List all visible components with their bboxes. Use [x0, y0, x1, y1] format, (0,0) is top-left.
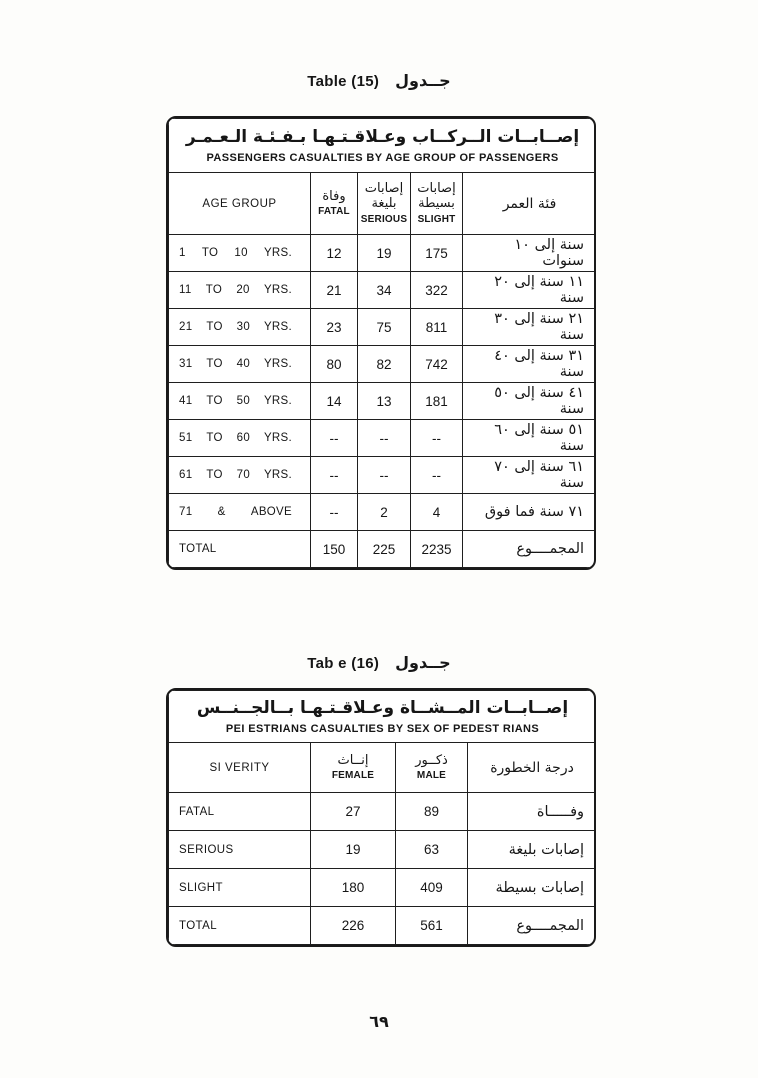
col-header-serious-arabic-line1: إصابات	[364, 181, 404, 197]
col-header-male	[396, 743, 468, 793]
age-group-text	[169, 284, 310, 296]
table15-caption-arabic: جــدول	[395, 71, 451, 90]
age-group-cell	[169, 494, 311, 531]
slight-value: 322	[411, 272, 463, 309]
severity-label-cell: TOTAL	[169, 907, 311, 945]
age-group-text	[169, 506, 310, 518]
serious-value: 75	[358, 309, 411, 346]
age-part: YRS.	[263, 247, 292, 259]
age-part: ABOVE	[250, 506, 292, 518]
table-row	[169, 531, 597, 568]
fatal-value: 14	[311, 383, 358, 420]
female-value: 19	[311, 831, 396, 869]
age-group-arabic-cell: ٥١ سنة إلى ٦٠ سنة	[463, 420, 597, 457]
col-header-slight-english: SLIGHT	[417, 213, 456, 225]
serious-value: 225	[358, 531, 411, 568]
age-group-arabic-cell: ٢١ سنة إلى ٣٠ سنة	[463, 309, 597, 346]
slight-value: 181	[411, 383, 463, 420]
col-header-age-group-arabic: فئة العمر	[463, 173, 597, 235]
fatal-value: 80	[311, 346, 358, 383]
age-group-arabic-cell: ٣١ سنة إلى ٤٠ سنة	[463, 346, 597, 383]
age-part: 30	[236, 321, 251, 333]
age-part: TO	[206, 432, 223, 444]
col-header-fatal-arabic: وفاة	[322, 188, 346, 204]
age-part: 61	[179, 469, 193, 481]
age-group-cell	[169, 346, 311, 383]
male-value: 63	[396, 831, 468, 869]
age-group-arabic-cell: المجمــــوع	[463, 531, 597, 568]
age-part: 50	[236, 395, 251, 407]
table16-title	[169, 691, 597, 743]
table-row	[169, 494, 597, 531]
fatal-value: 23	[311, 309, 358, 346]
slight-value: 742	[411, 346, 463, 383]
fatal-value: 21	[311, 272, 358, 309]
table-row	[169, 272, 597, 309]
female-value: 27	[311, 793, 396, 831]
col-header-slight	[411, 173, 463, 235]
fatal-value: --	[311, 494, 358, 531]
age-group-text	[169, 358, 310, 370]
col-header-male-english: MALE	[416, 770, 447, 782]
table15-title	[169, 119, 597, 173]
age-part: TO	[201, 247, 219, 259]
slight-value: 2235	[411, 531, 463, 568]
table-row	[169, 793, 597, 831]
age-part: YRS.	[263, 358, 292, 370]
age-part: 21	[179, 321, 193, 333]
age-part: TO	[206, 321, 223, 333]
age-part: TO	[206, 358, 223, 370]
col-header-serious-english: SERIOUS	[360, 213, 408, 225]
table16-title-arabic: إصــابــات المــشــاة وعـلاقـتـهـا بــالجــنــس	[196, 698, 569, 719]
table16-title-english: PEI ESTRIANS CASUALTIES BY SEX OF PEDEST RIANS	[225, 722, 540, 735]
age-group-cell	[169, 235, 311, 272]
col-header-female-arabic: إنــاث	[337, 752, 369, 768]
passengers-casualties-table	[166, 116, 596, 570]
fatal-value: --	[311, 420, 358, 457]
fatal-value: --	[311, 457, 358, 494]
age-group-cell	[169, 457, 311, 494]
serious-value: 2	[358, 494, 411, 531]
serious-value: 19	[358, 235, 411, 272]
col-header-female-english: FEMALE	[331, 770, 375, 782]
age-group-cell	[169, 531, 311, 568]
age-group-arabic-cell: ١١ سنة إلى ٢٠ سنة	[463, 272, 597, 309]
age-part: YRS.	[263, 284, 292, 296]
age-group-text	[169, 395, 310, 407]
serious-value: --	[358, 420, 411, 457]
age-part: TO	[206, 469, 223, 481]
col-header-serious-arabic-line2: بليغة	[371, 196, 397, 211]
age-part: 40	[236, 358, 251, 370]
age-part: TO	[205, 284, 223, 296]
age-group-cell	[169, 309, 311, 346]
slight-value: 4	[411, 494, 463, 531]
pedestrians-casualties-table	[166, 688, 596, 947]
col-header-severity-arabic: درجة الخطورة	[468, 743, 597, 793]
col-header-fatal	[311, 173, 358, 235]
severity-arabic-cell: المجمــــوع	[468, 907, 597, 945]
age-part: 51	[179, 432, 193, 444]
table16-caption	[0, 653, 758, 672]
table-row	[169, 346, 597, 383]
col-header-male-arabic: ذكــور	[415, 752, 448, 768]
table15-title-english: PASSENGERS CASUALTIES BY AGE GROUP OF PASSENGERS	[206, 151, 559, 164]
age-part: YRS.	[263, 321, 292, 333]
age-group-arabic-cell: سنة إلى ١٠ سنوات	[463, 235, 597, 272]
male-value: 561	[396, 907, 468, 945]
table-row	[169, 457, 597, 494]
age-group-text	[169, 247, 310, 259]
age-part: 41	[179, 395, 193, 407]
slight-value: --	[411, 457, 463, 494]
age-group-text	[169, 321, 310, 333]
age-part: 71	[179, 506, 193, 518]
severity-label-cell: FATAL	[169, 793, 311, 831]
table15-caption-english: Table (15)	[307, 73, 380, 90]
col-header-slight-arabic-line1: إصابات	[417, 181, 456, 197]
table15-title-arabic: إصــابــات الــركــاب وعـلاقـتـهـا بـفـئـة الـعـمـر	[185, 127, 580, 148]
age-group-text	[169, 543, 310, 555]
age-part: 60	[236, 432, 251, 444]
male-value: 89	[396, 793, 468, 831]
female-value: 226	[311, 907, 396, 945]
col-header-slight-arabic-line2: بسيطة	[418, 196, 455, 211]
age-group-cell	[169, 272, 311, 309]
slight-value: 811	[411, 309, 463, 346]
severity-arabic-cell: وفـــــاة	[468, 793, 597, 831]
age-part: YRS.	[263, 469, 292, 481]
col-header-severity: SI VERITY	[169, 743, 311, 793]
page-number: ٦٩	[369, 1012, 389, 1031]
table-row	[169, 869, 597, 907]
col-header-fatal-english: FATAL	[318, 206, 350, 218]
table15-caption	[0, 71, 758, 90]
table-row	[169, 235, 597, 272]
table-row	[169, 907, 597, 945]
serious-value: 13	[358, 383, 411, 420]
male-value: 409	[396, 869, 468, 907]
table16-caption-english: Tab e (16)	[307, 655, 380, 672]
table-row	[169, 383, 597, 420]
age-group-text	[169, 432, 310, 444]
age-part: 11	[179, 284, 192, 296]
age-part: 20	[236, 284, 250, 296]
age-group-arabic-cell: ٤١ سنة إلى ٥٠ سنة	[463, 383, 597, 420]
slight-value: 175	[411, 235, 463, 272]
table-row	[169, 309, 597, 346]
age-part: TO	[206, 395, 223, 407]
age-part: YRS.	[263, 432, 292, 444]
table-row	[169, 831, 597, 869]
serious-value: 82	[358, 346, 411, 383]
age-part: 1	[179, 247, 186, 259]
age-part: 10	[234, 247, 248, 259]
age-group-cell	[169, 383, 311, 420]
fatal-value: 12	[311, 235, 358, 272]
col-header-female	[311, 743, 396, 793]
age-part: &	[217, 506, 226, 518]
age-part: 70	[236, 469, 251, 481]
severity-label-cell: SERIOUS	[169, 831, 311, 869]
col-header-serious	[358, 173, 411, 235]
serious-value: 34	[358, 272, 411, 309]
age-part: YRS.	[263, 395, 292, 407]
age-group-text	[169, 469, 310, 481]
female-value: 180	[311, 869, 396, 907]
age-group-cell	[169, 420, 311, 457]
age-part: 31	[179, 358, 193, 370]
col-header-age-group: AGE GROUP	[169, 173, 311, 235]
age-group-arabic-cell: ٧١ سنة فما فوق	[463, 494, 597, 531]
severity-arabic-cell: إصابات بسيطة	[468, 869, 597, 907]
slight-value: --	[411, 420, 463, 457]
severity-arabic-cell: إصابات بليغة	[468, 831, 597, 869]
serious-value: --	[358, 457, 411, 494]
severity-label-cell: SLIGHT	[169, 869, 311, 907]
fatal-value: 150	[311, 531, 358, 568]
age-part: TOTAL	[179, 543, 217, 555]
table16-caption-arabic: جــدول	[395, 653, 451, 672]
table-row	[169, 420, 597, 457]
age-group-arabic-cell: ٦١ سنة إلى ٧٠ سنة	[463, 457, 597, 494]
